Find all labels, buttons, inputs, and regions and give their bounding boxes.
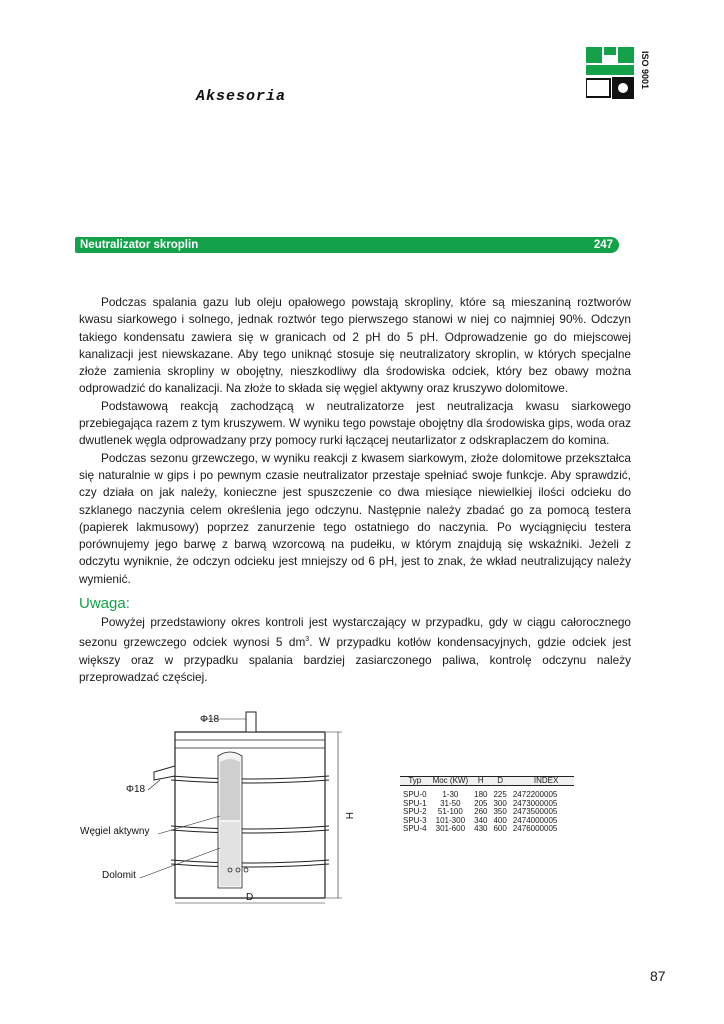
iso-label: ISO 9001 bbox=[640, 51, 650, 90]
dolomite-label: Dolomit bbox=[102, 870, 136, 881]
column-header: H bbox=[471, 777, 490, 786]
table-header-row bbox=[400, 777, 574, 786]
height-dimension-label: H bbox=[343, 812, 354, 820]
table-row: SPU-0 1-30 180 225 2472200005 bbox=[403, 790, 558, 800]
carbon-label: Węgiel aktywny bbox=[80, 826, 150, 837]
neutralizer-diagram bbox=[70, 700, 380, 910]
paragraph: Podstawową reakcją zachodzącą w neutralizatorze jest neutralizacja kwasu siarkowego przebiegająca razem z tym kruszywem. W wyniku tego powstaje obojętny dla środowiska gips, woda oraz dwutlenek węgla odprowadzany przy pomocy rurki łączącej neutarlizator z odskraplaczem do komina. bbox=[79, 398, 631, 448]
section-title-bar bbox=[75, 237, 619, 253]
page-header-title: Aksesoria bbox=[196, 88, 287, 105]
paragraph: Podczas sezonu grzewczego, w wyniku reakcji z kwasem siarkowym, złoże dolomitowe przekształca się naturalnie w gips i po pewnym czasie neutralizator przestaje spełniać swoje funkcje. Aby sprawdzić, czy działa on jak należy, konieczne jest spuszczenie co dwa miesiące niewielkiej ilości odcieku do szklanego naczynia celem określenia jego odczynu. Następnie należy zbadać go za pomocą testera (papierek lakmusowy) poprzez zanurzenie tego ostatniego do naczynia. Po wyciągnięciu testera porównujemy jego barwę z barwą wzorcową na pudełku, w którym znajdują się wskaźniki. Jeżeli z odczytu wyniknie, że odczyn odcieku jest mniejszy od 6 pH, jest to znak, że wkład neutralizujący należy wymienić. bbox=[79, 450, 631, 586]
company-logo bbox=[586, 47, 658, 99]
column-header: INDEX bbox=[510, 777, 574, 786]
column-header: D bbox=[490, 777, 509, 786]
description-text bbox=[79, 294, 631, 588]
specification-table bbox=[400, 776, 574, 833]
table-row: SPU-4 301-600 430 600 2476000005 bbox=[403, 824, 558, 834]
table-row: SPU-1 31-50 205 300 2473000005 bbox=[403, 798, 558, 808]
table-row: SPU-2 51-100 260 350 2473500005 bbox=[403, 807, 558, 817]
column-header: Moc (KW) bbox=[430, 777, 472, 786]
paragraph: Podczas spalania gazu lub oleju opałowego powstają skropliny, które są mieszaniną roztworów kwasu siarkowego i solnego, jednak roztwór tego pierwszego stanowi w niej co najmniej 90%. Odczyn takiego kondensatu zawiera się w granicach od 2 pH do 5 pH. Odprowadzenie go do miejscowej kanalizacji jest niewskazane. Aby tego uniknąć stosuje się neutralizatory skroplin, w których specjalne złoże zamienia skropliny w obojętny, nieszkodliwy dla środowiska odciek, który bez obawy można odprowadzić do kanalizacji. Na złoże to składa się węgiel aktywny oraz kruszywo dolomitowe. bbox=[79, 295, 631, 396]
page-number: 87 bbox=[650, 968, 666, 984]
diameter-dimension-label: D bbox=[246, 892, 254, 903]
table-row: SPU-3 101-300 340 400 2474000005 bbox=[403, 815, 558, 825]
note-heading: Uwaga: bbox=[79, 595, 130, 612]
top-pipe-label: Φ18 bbox=[200, 714, 220, 725]
side-pipe-label: Φ18 bbox=[126, 784, 146, 795]
section-title: Neutralizator skroplin bbox=[80, 239, 199, 251]
note-paragraph: Powyżej przedstawiony okres kontroli jest wystarczający w przypadku, gdy w ciągu całorocznego sezonu grzewczego odciek wynosi 5 $dm^3$. W przypadku kotłów kondensacyjnych, gdzie odciek jest większy oraz w przypadku spalania bardziej zasiarczonego paliwa, kontrolę odczynu należy przeprowadzać częściej. bbox=[79, 615, 631, 684]
section-number: 247 bbox=[593, 239, 613, 251]
note-text bbox=[79, 614, 631, 686]
column-header: Typ bbox=[400, 777, 430, 786]
